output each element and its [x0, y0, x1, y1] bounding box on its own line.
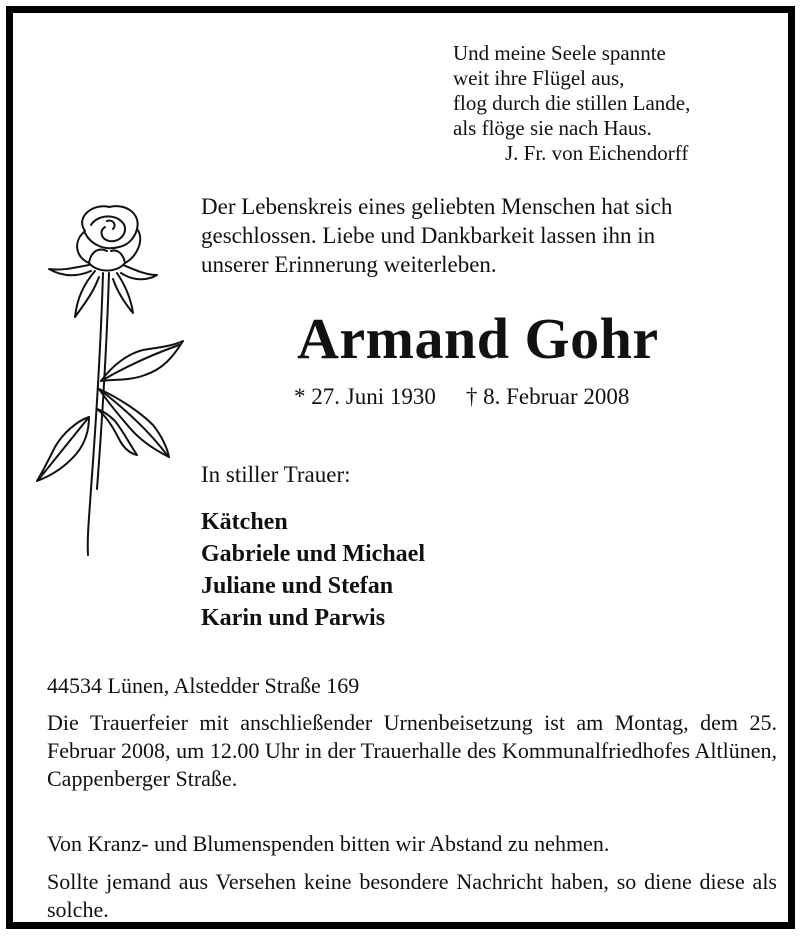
address: 44534 Lünen, Alstedder Straße 169 [47, 673, 360, 698]
obituary-notice [6, 6, 795, 929]
notice-note: Sollte jemand aus Versehen keine besondere Nachricht haben, so diene diese als solche. [47, 869, 777, 922]
deceased-name: Armand Gohr [297, 306, 659, 371]
intro-line: geschlossen. Liebe und Dankbarkeit lassen ihn in [201, 223, 656, 248]
intro-text [201, 192, 672, 279]
life-dates [294, 384, 629, 410]
family-list [201, 506, 425, 634]
death-date: † 8. Februar 2008 [465, 384, 630, 409]
poem-line: weit ihre Flügel aus, [453, 66, 625, 90]
intro-line: Der Lebenskreis eines geliebten Menschen hat sich [201, 194, 673, 219]
rose-illustration [33, 199, 193, 559]
flowers-note: Von Kranz- und Blumenspenden bitten wir Abstand zu nehmen. [47, 831, 610, 856]
ceremony-text: Die Trauerfeier mit anschließender Urnenbeisetzung ist am Montag, dem 25. Februar 2008, um 12.00 Uhr in der Trauerhalle des Kommunalfriedhofes Altlünen, Cappenberger Straße. [47, 710, 777, 791]
family-member: Juliane und Stefan [201, 573, 394, 599]
mourning-label: In stiller Trauer: [201, 462, 351, 487]
poem-line: Und meine Seele spannte [453, 41, 666, 65]
family-member: Kätchen [201, 509, 288, 535]
family-member: Gabriele und Michael [201, 541, 425, 567]
poem-line: als flöge sie nach Haus. [453, 116, 652, 140]
poem-author: J. Fr. von Eichendorff [505, 141, 689, 165]
poem [453, 41, 690, 141]
intro-line: unserer Erinnerung weiterleben. [201, 252, 497, 277]
family-member: Karin und Parwis [201, 605, 386, 631]
poem-line: flog durch die stillen Lande, [453, 91, 691, 115]
birth-date: * 27. Juni 1930 [294, 384, 436, 409]
